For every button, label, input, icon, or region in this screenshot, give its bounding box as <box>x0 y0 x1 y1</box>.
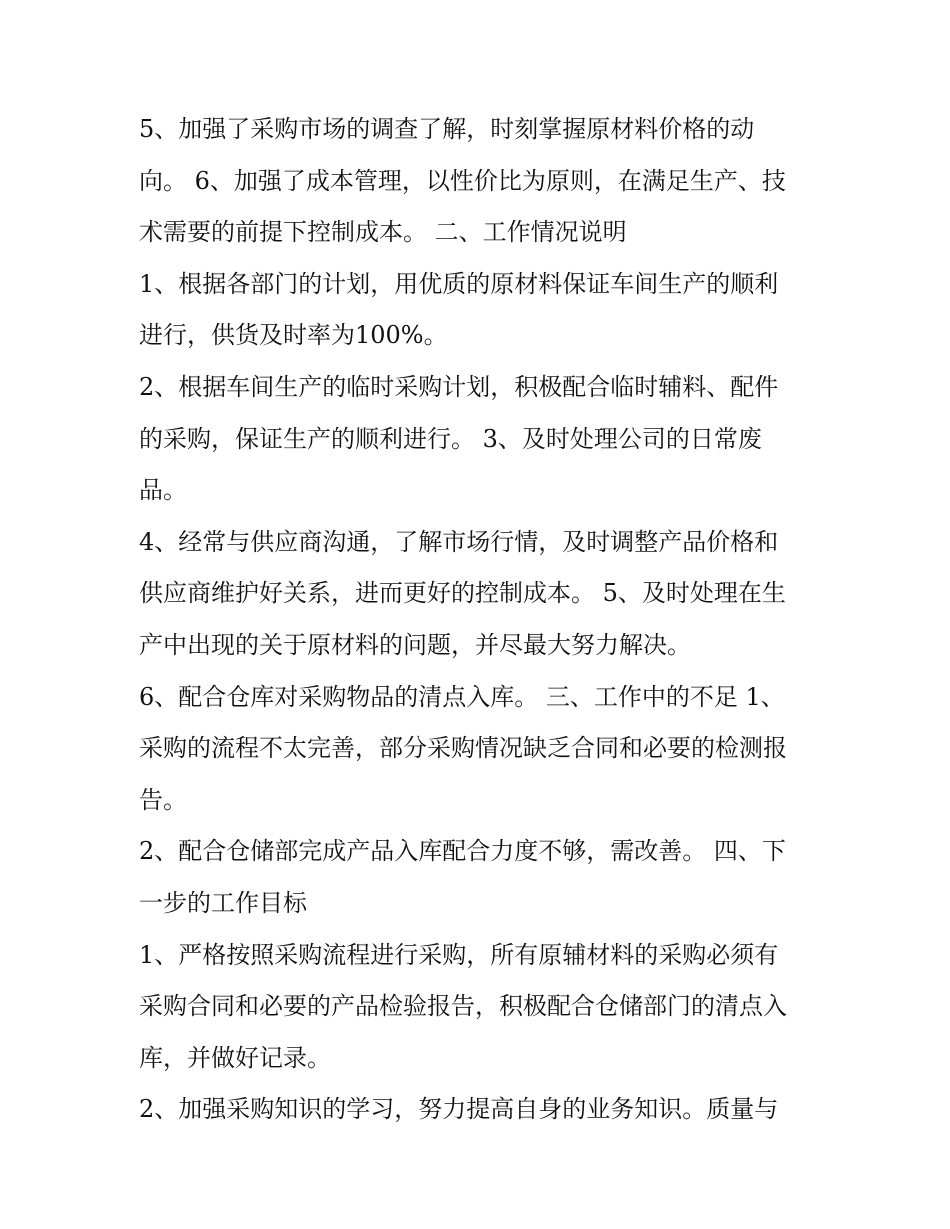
paragraph-8: 2、加强采购知识的学习，努力提高自身的业务知识。质量与 <box>139 1095 779 1124</box>
paragraph-4: 4、经常与供应商沟通，了解市场行情，及时调整产品价格和 供应商维护好关系，进而更好的控制成本。 5、及时处理在生 产中出现的关于原材料的问题，并尽最大努力解决。 <box>139 527 786 659</box>
paragraph-3: 2、根据车间生产的临时采购计划，积极配合临时辅料、配件 的采购，保证生产的顺利进行。 3、及时处理公司的日常废 品。 <box>139 372 779 505</box>
paragraph-1: 5、加强了采购市场的调查了解，时刻掌握原材料价格的动 向。 6、加强了成本管理，以性价比为原则，在满足生产、技 术需要的前提下控制成本。 二、工作情况说明 <box>139 115 786 247</box>
paragraph-5: 6、配合仓库对采购物品的清点入库。 三、工作中的不足 1、 采购的流程不太完善，部分采购情况缺乏合同和必要的检测报 告。 <box>139 682 787 814</box>
paragraph-6: 2、配合仓储部完成产品入库配合力度不够，需改善。 四、下 一步的工作目标 <box>139 837 786 917</box>
paragraph-2: 1、根据各部门的计划，用优质的原材料保证车间生产的顺利 进行，供货及时率为100%。 <box>139 269 779 350</box>
document-body <box>139 104 829 1136</box>
paragraph-7: 1、严格按照采购流程进行采购，所有原辅材料的采购必须有 采购合同和必要的产品检验报告，积极配合仓储部门的清点入 库，并做好记录。 <box>139 940 787 1072</box>
